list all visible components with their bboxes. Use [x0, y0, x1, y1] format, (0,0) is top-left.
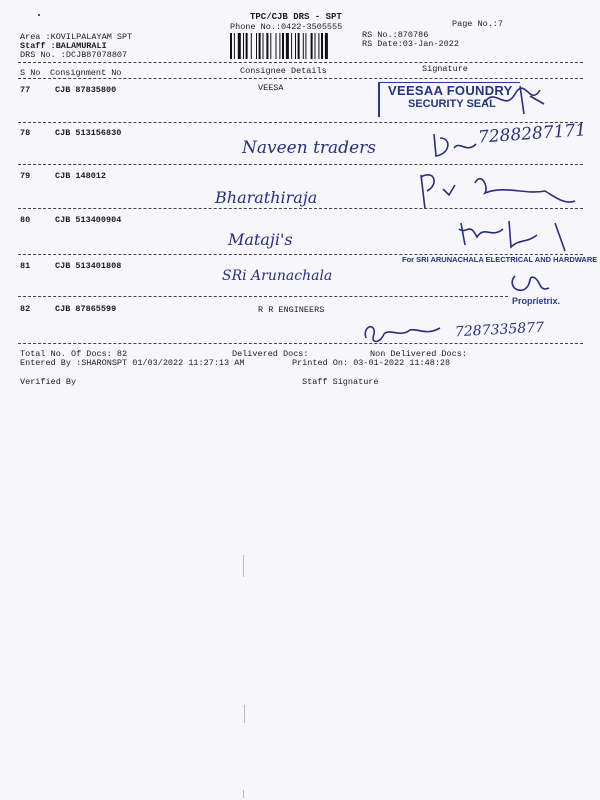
scan-mark [38, 14, 40, 16]
scan-mark [244, 705, 245, 723]
entered-by: Entered By :SHARONSPT 01/03/2022 11:27:13 AM [20, 358, 245, 368]
divider [18, 343, 583, 344]
barcode-bar [238, 33, 241, 59]
barcode-bar [282, 33, 284, 59]
handwritten-consignee: Mataji's [228, 230, 293, 249]
scan-mark [243, 790, 244, 798]
non-delivered-docs: Non Delivered Docs: [370, 349, 467, 359]
barcode-bar [298, 33, 300, 59]
row-consignment: CJB 87865599 [55, 304, 117, 314]
barcode-bar [325, 33, 328, 59]
row-consignee: R R ENGINEERS [258, 305, 325, 315]
col-header-consignee: Consignee Details [240, 66, 327, 76]
veesa-stamp-line2: SECURITY SEAL [408, 98, 496, 110]
col-header-consignment: Consignment No [50, 68, 122, 78]
divider [18, 78, 583, 79]
delivered-docs: Delivered Docs: [232, 349, 309, 359]
barcode-bar [251, 33, 252, 59]
rs-number: RS No.:870786 [362, 30, 429, 40]
barcode-bar [291, 33, 292, 59]
barcode-bar [315, 33, 316, 59]
barcode-bar [270, 33, 271, 59]
barcode-bar [266, 33, 268, 59]
barcode-bar [303, 33, 304, 59]
row-consignment: CJB 513156830 [55, 128, 122, 138]
row-consignment: CJB 148012 [55, 171, 107, 181]
staff-label: Staff :BALAMURALI [20, 41, 107, 51]
arunachala-stamp: For SRI ARUNACHALA ELECTRICAL AND HARDWARE [402, 255, 598, 264]
barcode-bar [311, 33, 313, 59]
signature-scribble [480, 82, 550, 116]
drs-number: DRS No. :DCJB87078807 [20, 50, 128, 60]
barcode-bar [279, 33, 280, 59]
barcode-bar [318, 33, 319, 59]
divider [18, 62, 583, 63]
row-sno: 82 [20, 304, 31, 314]
handwritten-phone: 7288287171 [477, 120, 587, 148]
page-number: Page No.:7 [452, 19, 504, 29]
handwritten-consignee: Bharathiraja [215, 188, 318, 207]
barcode-bar [276, 33, 277, 59]
barcode-bar [230, 33, 232, 59]
barcode-bar [256, 33, 257, 59]
rs-date: RS Date:03-Jan-2022 [362, 39, 459, 49]
row-sno: 77 [20, 85, 31, 95]
barcode-bar [234, 33, 235, 59]
scan-mark [243, 555, 244, 577]
handwritten-consignee: Naveen traders [242, 138, 376, 158]
row-sno: 81 [20, 261, 31, 271]
divider [18, 122, 583, 123]
row-sno: 79 [20, 171, 31, 181]
row-consignment: CJB 513401808 [55, 261, 122, 271]
row-consignee: VEESA [258, 83, 284, 93]
signature-scribble [430, 130, 480, 160]
row-consignment: CJB 513400904 [55, 215, 122, 225]
total-docs: Total No. Of Docs: 82 [20, 349, 128, 359]
verified-by: Verified By [20, 377, 77, 387]
phone-number: Phone No.:0422-3505555 [230, 22, 343, 32]
col-header-signature: Signature [422, 64, 468, 74]
area-label: Area :KOVILPALAYAM SPT [20, 32, 133, 42]
staff-signature: Staff Signature [302, 377, 379, 387]
printed-on: Printed On: 03-01-2022 11:48:28 [292, 358, 451, 368]
barcode-bar [321, 33, 323, 59]
divider [18, 296, 508, 297]
handwritten-consignee: SRi Arunachala [222, 268, 333, 284]
handwritten-phone: 7287335877 [454, 319, 545, 341]
barcode-image [230, 33, 358, 59]
barcode-bar [259, 33, 261, 59]
barcode-bar [305, 33, 306, 59]
divider [18, 208, 583, 209]
barcode-bar [295, 33, 296, 59]
barcode-bar [263, 33, 264, 59]
veesa-stamp-line1: VEESAA FOUNDRY [388, 83, 513, 98]
signature-scribble [455, 215, 585, 255]
signature-scribble [505, 268, 555, 298]
barcode-bar [243, 33, 244, 59]
document-title: TPC/CJB DRS - SPT [250, 12, 342, 22]
proprietrix-label: Proprietrix. [512, 296, 561, 306]
row-consignment: CJB 87835800 [55, 85, 117, 95]
row-sno: 78 [20, 128, 31, 138]
row-sno: 80 [20, 215, 31, 225]
barcode-bar [286, 33, 289, 59]
barcode-bar [246, 33, 248, 59]
col-header-sno: S No [20, 68, 41, 78]
